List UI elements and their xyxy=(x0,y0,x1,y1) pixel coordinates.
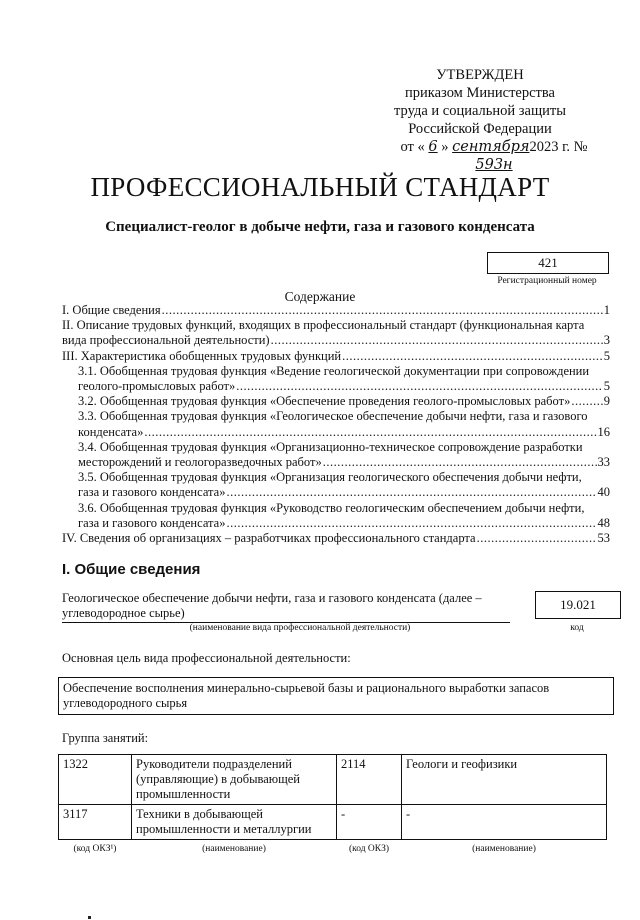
toc-entry-text: газа и газового конденсата» xyxy=(78,485,226,500)
activity-code-box: 19.021 xyxy=(535,591,621,619)
toc-page: 5 xyxy=(603,348,610,363)
toc-page: 5 xyxy=(603,379,610,394)
date-mid: » xyxy=(441,139,449,155)
toc-page: 9 xyxy=(603,394,610,409)
name-caption: (наименование) xyxy=(202,844,266,854)
toc-leader xyxy=(271,333,603,348)
toc-leader xyxy=(226,485,596,500)
approval-block xyxy=(360,66,600,174)
toc-page: 1 xyxy=(603,303,610,317)
approval-date-line xyxy=(360,138,600,174)
toc-entry[interactable] xyxy=(62,470,610,500)
toc-entry-text: газа и газового конденсата» xyxy=(78,515,226,530)
toc-entry-lead: 3.3. Обобщенная трудовая функция «Геологическое обеспечение добычи нефти, газа и газового xyxy=(78,409,588,424)
occupation-name-cell: - xyxy=(402,805,607,840)
occupation-name-cell: Техники в добывающей промышленности и металлургии xyxy=(132,805,337,840)
toc-entry[interactable] xyxy=(62,409,610,439)
toc-entry[interactable] xyxy=(62,303,610,318)
occupation-groups-table xyxy=(58,754,607,859)
document-subtitle: Специалист-геолог в добыче нефти, газа и газового конденсата xyxy=(105,219,535,235)
toc-page: 33 xyxy=(597,455,610,470)
occupation-name-cell: Геологи и геофизики xyxy=(402,755,607,805)
date-prefix: от « xyxy=(400,139,425,155)
registration-number-label: Регистрационный номер xyxy=(497,276,597,286)
okz-code-cell: 2114 xyxy=(337,755,402,805)
registration-number-box: 421 xyxy=(487,252,609,274)
toc-entry-lead: 3.4. Обобщенная трудовая функция «Организационно-техническое сопровождение разработки xyxy=(78,439,583,454)
document-title: ПРОФЕССИОНАЛЬНЫЙ СТАНДАРТ xyxy=(90,172,550,202)
activity-caption: (наименование вида профессиональной деятельности) xyxy=(189,623,411,633)
toc-leader xyxy=(226,516,596,531)
table-row xyxy=(59,755,607,805)
code-caption: код xyxy=(570,623,584,633)
toc-page: 40 xyxy=(597,485,610,500)
toc-entry-text: IV. Сведения об организациях – разработчиках профессионального стандарта xyxy=(62,531,476,546)
toc-entry[interactable] xyxy=(62,349,610,364)
date-month: сентября xyxy=(452,139,530,155)
toc-entry-lead: 3.6. Обобщенная трудовая функция «Руководство геологическим обеспечением добычи нефти, xyxy=(78,500,585,515)
toc-entry[interactable] xyxy=(62,501,610,531)
date-year: 2023 г. № xyxy=(529,139,588,155)
toc-entry-text: геолого-промысловых работ» xyxy=(78,379,236,394)
okz-caption: (код ОКЗ¹) xyxy=(73,844,117,854)
occupation-name-cell: Руководители подразделений (управляющие) в добывающей промышленности xyxy=(132,755,337,805)
toc-leader xyxy=(477,531,597,546)
toc-page: 3 xyxy=(603,333,610,348)
okz-caption: (код ОКЗ) xyxy=(348,844,390,854)
toc-entry[interactable] xyxy=(62,364,610,394)
toc-page: 53 xyxy=(597,531,610,546)
toc-leader xyxy=(323,455,597,470)
approval-line-2: приказом Министерства xyxy=(405,85,555,101)
toc-title: Содержание xyxy=(284,289,356,304)
approval-line-3: труда и социальной защиты xyxy=(394,103,566,119)
caption-row xyxy=(59,840,607,860)
toc-page: 16 xyxy=(597,424,610,439)
toc-entry[interactable] xyxy=(62,394,610,409)
toc-entry-text: вида профессиональной деятельности) xyxy=(62,333,270,348)
table-of-contents xyxy=(62,303,610,546)
approval-line-1: УТВЕРЖДЕН xyxy=(436,67,524,83)
okz-code-cell: 1322 xyxy=(59,755,132,805)
toc-entry[interactable] xyxy=(62,531,610,546)
activity-name: Геологическое обеспечение добычи нефти, газа и газового конденсата (далее – углеводородное сырье) xyxy=(62,591,510,623)
toc-leader xyxy=(571,394,602,409)
okz-code-cell: 3117 xyxy=(59,805,132,840)
toc-entry-lead: II. Описание трудовых функций, входящих в профессиональный стандарт (функциональная карта xyxy=(62,318,585,333)
goal-label: Основная цель вида профессиональной деятельности: xyxy=(62,651,351,665)
name-caption: (наименование) xyxy=(472,844,536,854)
order-number: 593н xyxy=(475,157,513,173)
group-label: Группа занятий: xyxy=(62,731,149,745)
toc-entry-text: конденсата» xyxy=(78,424,144,439)
toc-entry-text: I. Общие сведения xyxy=(62,303,161,317)
toc-leader xyxy=(342,349,603,364)
footnote-mark xyxy=(88,916,91,919)
toc-leader xyxy=(144,425,596,440)
toc-entry[interactable] xyxy=(62,318,610,348)
approval-line-4: Российской Федерации xyxy=(408,121,552,137)
toc-entry-lead: 3.5. Обобщенная трудовая функция «Организация геологического обеспечения добычи нефти, xyxy=(78,470,582,485)
toc-entry[interactable] xyxy=(62,440,610,470)
date-day: 6 xyxy=(428,139,438,155)
toc-page: 48 xyxy=(597,515,610,530)
toc-entry-lead: 3.1. Обобщенная трудовая функция «Ведение геологической документации при сопровождении xyxy=(78,363,590,378)
toc-leader xyxy=(236,379,603,394)
section-heading: I. Общие сведения xyxy=(62,561,201,578)
table-row xyxy=(59,805,607,840)
okz-code-cell: - xyxy=(337,805,402,840)
toc-entry-text: III. Характеристика обобщенных трудовых функций xyxy=(62,348,342,363)
goal-box: Обеспечение восполнения минерально-сырьевой базы и рационального выработки запасов углеводородного сырья xyxy=(58,677,614,715)
toc-entry-text: месторождений и геологоразведочных работ» xyxy=(78,455,322,470)
toc-entry-text: 3.2. Обобщенная трудовая функция «Обеспечение проведения геолого-промысловых работ» xyxy=(78,394,571,409)
toc-leader xyxy=(162,303,603,318)
